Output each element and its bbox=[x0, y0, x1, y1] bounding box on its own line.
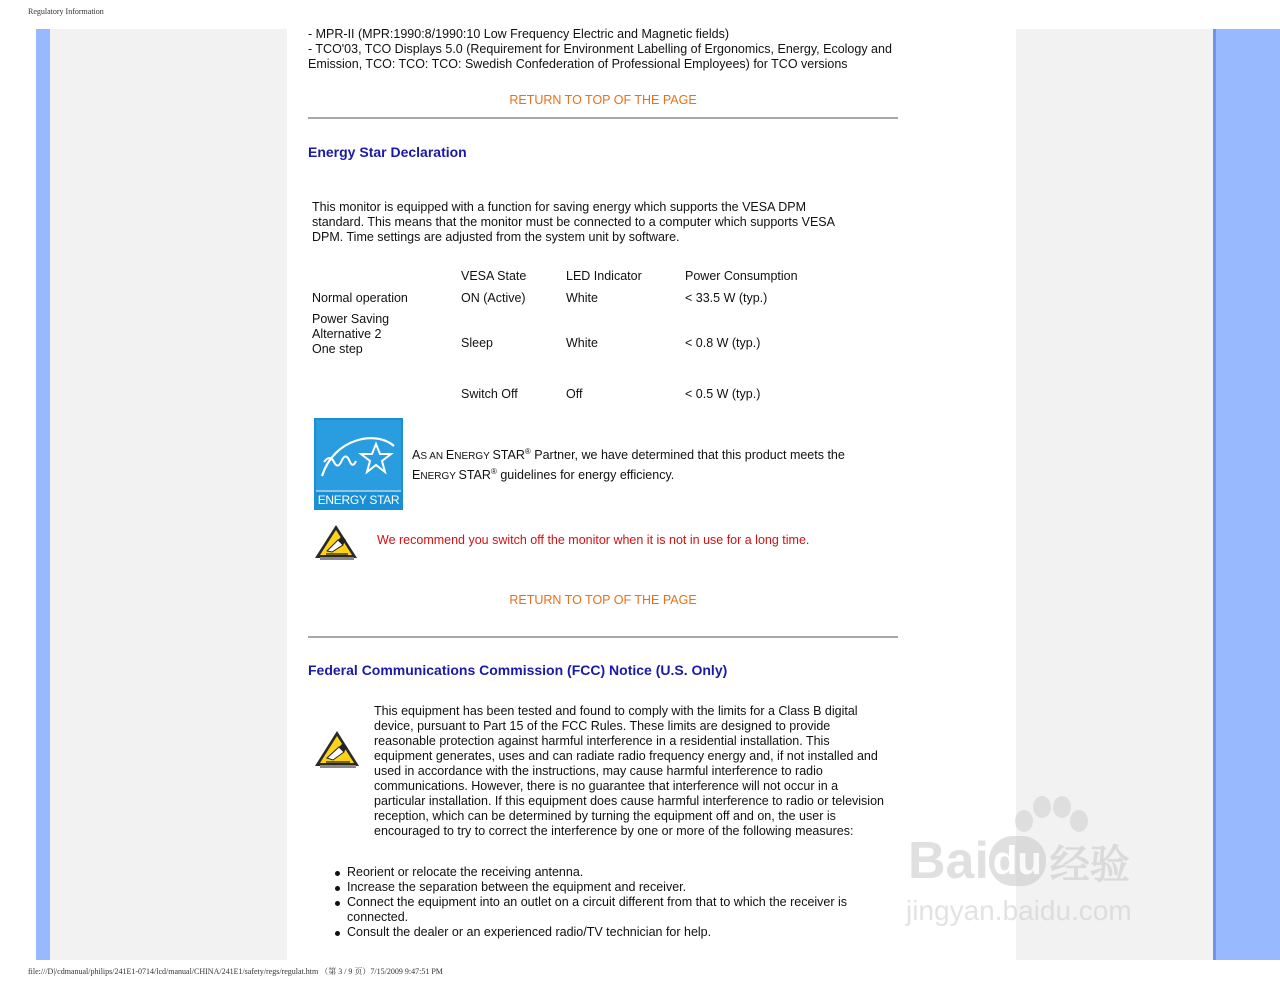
list-item: Connect the equipment into an outlet on a circuit different from that to which the receiver is connected. bbox=[334, 895, 864, 925]
watermark-brand: Bai du 经验 bbox=[908, 832, 1130, 890]
list-item: Reorient or relocate the receiving antenna. bbox=[334, 865, 864, 880]
intro-line-mpr: - MPR-II (MPR:1990:8/1990:10 Low Frequency Electric and Magnetic fields) bbox=[308, 27, 730, 41]
mode-line: Power Saving bbox=[312, 312, 390, 326]
energy-star-paragraph: This monitor is equipped with a function for saving energy which supports the VESA DPM standard. This means that the monitor must be connected to a computer which supports VESA DPM. Time settings are adjusted from the system unit by software. bbox=[312, 200, 835, 244]
table-cell-mode bbox=[312, 312, 389, 357]
energy-star-heading: Energy Star Declaration bbox=[308, 144, 467, 160]
watermark-url: jingyan.baidu.com bbox=[906, 895, 1132, 926]
mode-line: Alternative 2 bbox=[312, 327, 382, 341]
partner-line-2: ENERGY STAR® guidelines for energy efficiency. bbox=[412, 467, 675, 482]
intro-line-tco: - TCO'03, TCO Displays 5.0 (Requirement for Environment Labelling of Ergonomics, Energy, Ecology and Emission, TCO: TCO: TCO: Swedish Confederation of Professional Employees) for TCO versions bbox=[308, 42, 892, 71]
table-header-power: Power Consumption bbox=[685, 269, 798, 283]
left-gray-margin bbox=[50, 29, 287, 960]
return-to-top-link[interactable]: RETURN TO TOP OF THE PAGE bbox=[509, 93, 697, 107]
section-divider bbox=[308, 117, 898, 119]
mode-line: One step bbox=[312, 342, 363, 356]
left-blue-band bbox=[36, 29, 50, 960]
section-divider bbox=[308, 636, 898, 638]
table-cell-power: < 0.5 W (typ.) bbox=[685, 387, 761, 401]
list-item: Increase the separation between the equipment and receiver. bbox=[334, 880, 864, 895]
table-cell-state: Switch Off bbox=[461, 387, 518, 401]
table-header-led: LED Indicator bbox=[566, 269, 642, 283]
right-blue-band-edge bbox=[1213, 29, 1216, 960]
energy-star-logo bbox=[314, 418, 403, 510]
table-cell-led: White bbox=[566, 291, 598, 305]
table-cell-led: Off bbox=[566, 387, 583, 401]
energy-star-logo-text: ENERGY STAR bbox=[317, 493, 400, 507]
partner-line-1: AS AN ENERGY STAR® Partner, we have determined that this product meets the bbox=[412, 447, 845, 462]
table-cell-power: < 33.5 W (typ.) bbox=[685, 291, 768, 305]
return-to-top-link[interactable]: RETURN TO TOP OF THE PAGE bbox=[509, 593, 697, 607]
energy-star-partner-statement bbox=[412, 446, 892, 486]
fcc-measures-list bbox=[334, 865, 864, 940]
power-table bbox=[308, 267, 898, 407]
fcc-heading: Federal Communications Commission (FCC) Notice (U.S. Only) bbox=[308, 662, 728, 678]
table-header-vesa-state: VESA State bbox=[461, 269, 527, 283]
caution-icon bbox=[312, 522, 360, 562]
baidu-watermark bbox=[906, 795, 1206, 945]
table-cell-led: White bbox=[566, 336, 598, 350]
table-cell-state: Sleep bbox=[461, 336, 493, 350]
fcc-paragraph: This equipment has been tested and found to comply with the limits for a Class B digital device, pursuant to Part 15 of the FCC Rules. These limits are designed to provide reasonable protection against harmful interference in a residential installation. This equipment generates, uses and can radiate radio frequency energy and, if not installed and used in accordance with the instructions, may cause harmful interference to radio communications. However, there is no guarantee that interference will not occur in a particular installation. If this equipment does cause harmful interference to radio or television reception, which can be determined by turning the equipment off and on, the user is encouraged to try to correct the interference by one or more of the following measures: bbox=[374, 704, 884, 838]
switch-off-recommendation: We recommend you switch off the monitor when it is not in use for a long time. bbox=[377, 533, 810, 547]
page-header-title: Regulatory Information bbox=[28, 7, 104, 16]
right-blue-band bbox=[1213, 29, 1280, 960]
caution-icon bbox=[312, 727, 362, 771]
list-item: Consult the dealer or an experienced radio/TV technician for help. bbox=[334, 925, 864, 940]
intro-block bbox=[308, 27, 893, 72]
table-cell-mode: Normal operation bbox=[312, 291, 408, 305]
page-footer-path: file:///D|/cdmanual/philips/241E1-0714/lcd/manual/CHINA/241E1/safety/regs/regulat.htm （第 3 / 9 页）7/15/2009 9:47:51 PM bbox=[28, 967, 443, 976]
table-cell-power: < 0.8 W (typ.) bbox=[685, 336, 761, 350]
table-cell-state: ON (Active) bbox=[461, 291, 526, 305]
